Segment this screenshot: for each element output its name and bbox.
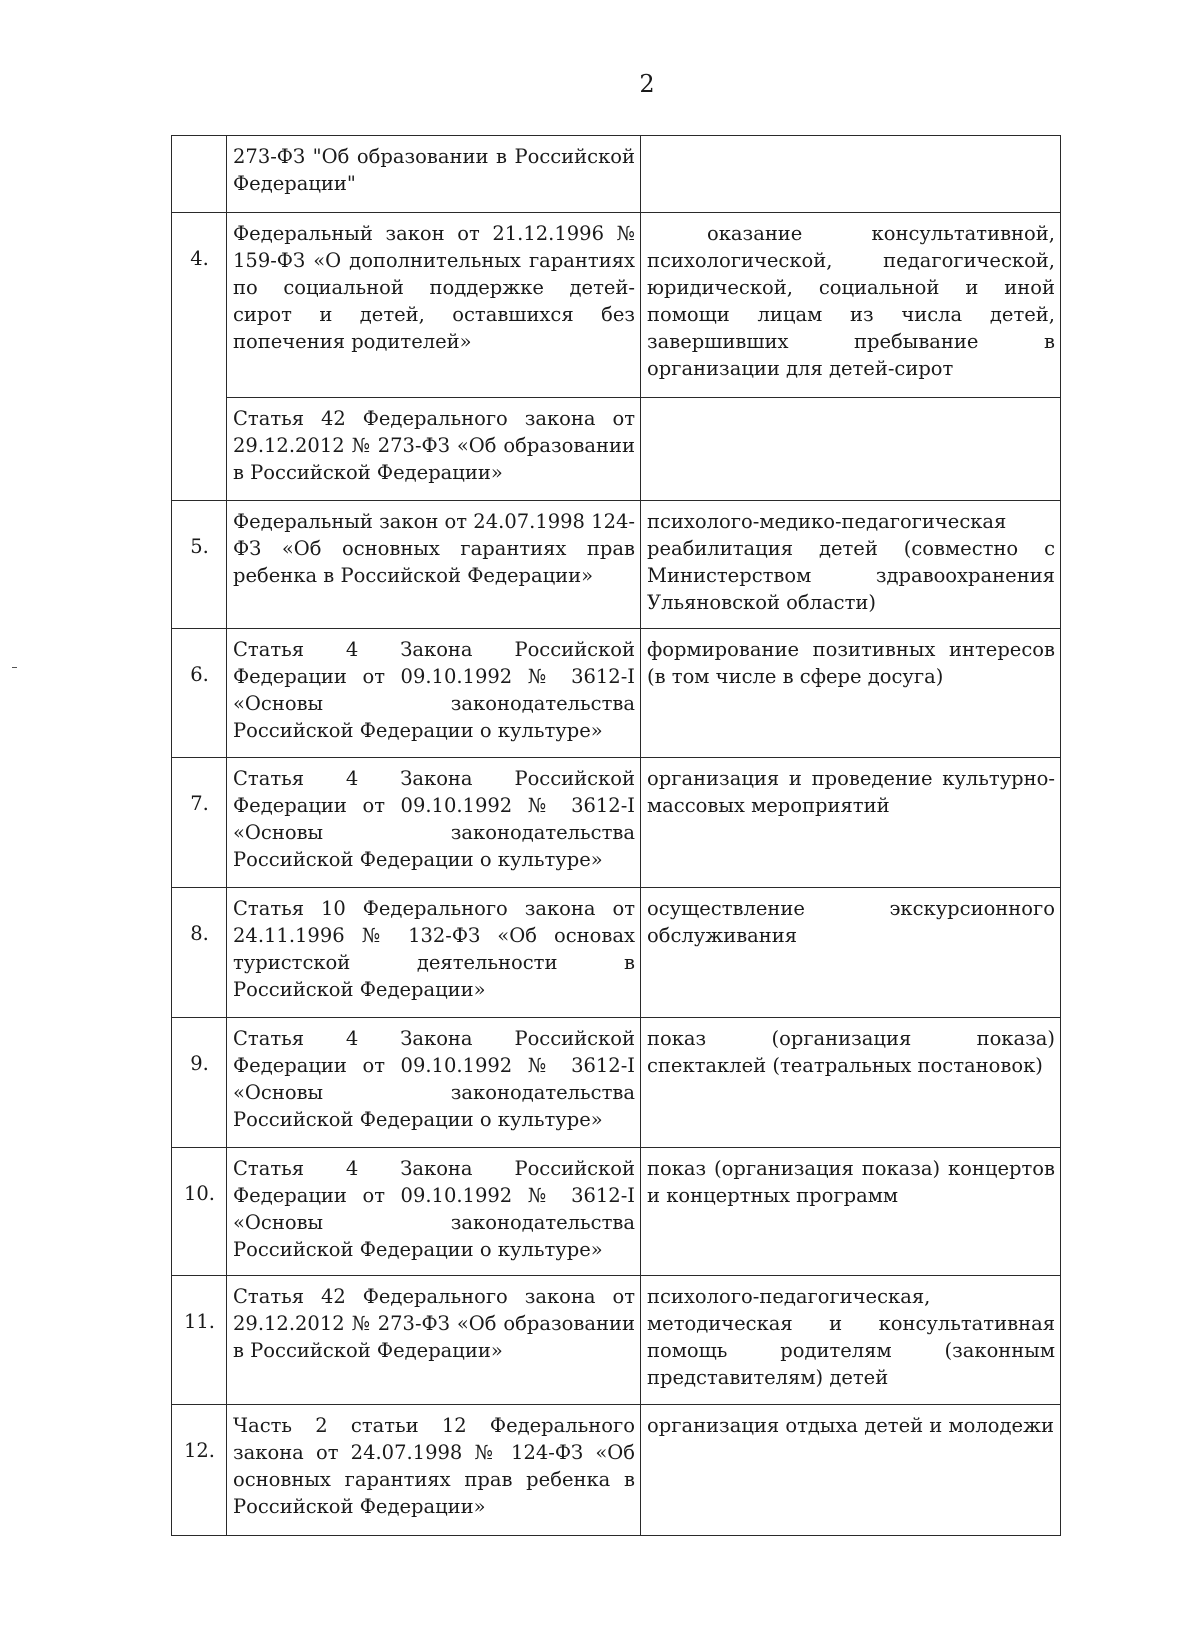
row-number: 7. [172, 758, 227, 888]
service-description [641, 398, 1061, 501]
table-row [172, 1405, 1061, 1536]
row-number: 8. [172, 888, 227, 1018]
law-reference: Статья 42 Федерального закона от 29.12.2012 № 273-ФЗ «Об образовании в Российской Федерации» [227, 398, 641, 501]
page-number: 2 [639, 70, 655, 98]
law-reference: Статья 10 Федерального закона от 24.11.1996 № 132-ФЗ «Об основах туристской деятельности в Российской Федерации» [227, 888, 641, 1018]
row-number: 12. [172, 1405, 227, 1536]
law-reference: Статья 4 Закона Российской Федерации от 09.10.1992 № 3612-I «Основы законодательства Российской Федерации о культуре» [227, 629, 641, 758]
service-description: психолого-педагогическая, методическая и консультативная помощь родителям (законным представителям) детей [641, 1276, 1061, 1405]
row-number [172, 398, 227, 501]
law-reference: Статья 4 Закона Российской Федерации от 09.10.1992 № 3612-I «Основы законодательства Российской Федерации о культуре» [227, 1018, 641, 1148]
law-reference: 273-ФЗ "Об образовании в Российской Федерации" [227, 136, 641, 213]
table-row [172, 213, 1061, 398]
table-row [172, 501, 1061, 629]
law-reference: Федеральный закон от 24.07.1998 124-ФЗ «Об основных гарантиях прав ребенка в Российской Федерации» [227, 501, 641, 629]
service-description: осуществление экскурсионного обслуживания [641, 888, 1061, 1018]
service-description: организация отдыха детей и молодежи [641, 1405, 1061, 1536]
table-row [172, 1018, 1061, 1148]
table-row [172, 136, 1061, 213]
law-reference: Статья 4 Закона Российской Федерации от 09.10.1992 № 3612-I «Основы законодательства Российской Федерации о культуре» [227, 758, 641, 888]
law-reference: Часть 2 статьи 12 Федерального закона от 24.07.1998 № 124-ФЗ «Об основных гарантиях прав ребенка в Российской Федерации» [227, 1405, 641, 1536]
table-row [172, 398, 1061, 501]
law-reference: Статья 4 Закона Российской Федерации от 09.10.1992 № 3612-I «Основы законодательства Российской Федерации о культуре» [227, 1148, 641, 1276]
law-reference: Статья 42 Федерального закона от 29.12.2012 № 273-ФЗ «Об образовании в Российской Федерации» [227, 1276, 641, 1405]
row-number: 5. [172, 501, 227, 629]
row-number [172, 136, 227, 213]
service-description: показ (организация показа) спектаклей (театральных постановок) [641, 1018, 1061, 1148]
row-number: 9. [172, 1018, 227, 1148]
service-description: психолого-медико-педагогическая реабилитация детей (совместно с Министерством здравоохранения Ульяновской области) [641, 501, 1061, 629]
scan-artifact [12, 667, 17, 668]
service-description: организация и проведение культурно-массовых мероприятий [641, 758, 1061, 888]
law-reference: Федеральный закон от 21.12.1996 № 159-ФЗ «О дополнительных гарантиях по социальной поддержке детей-сирот и детей, оставшихся без попечения родителей» [227, 213, 641, 398]
service-description: оказание консультативной, психологической, педагогической, юридической, социальной и иной помощи лицам из числа детей, завершивших пребывание в организации для детей-сирот [641, 213, 1061, 398]
row-number: 11. [172, 1276, 227, 1405]
legal-basis-table [171, 135, 1061, 1536]
service-description: формирование позитивных интересов (в том числе в сфере досуга) [641, 629, 1061, 758]
row-number: 4. [172, 213, 227, 398]
table-row [172, 758, 1061, 888]
row-number: 10. [172, 1148, 227, 1276]
table-row [172, 1276, 1061, 1405]
row-number: 6. [172, 629, 227, 758]
service-description [641, 136, 1061, 213]
service-description: показ (организация показа) концертов и концертных программ [641, 1148, 1061, 1276]
table-row [172, 888, 1061, 1018]
table-row [172, 1148, 1061, 1276]
table-row [172, 629, 1061, 758]
